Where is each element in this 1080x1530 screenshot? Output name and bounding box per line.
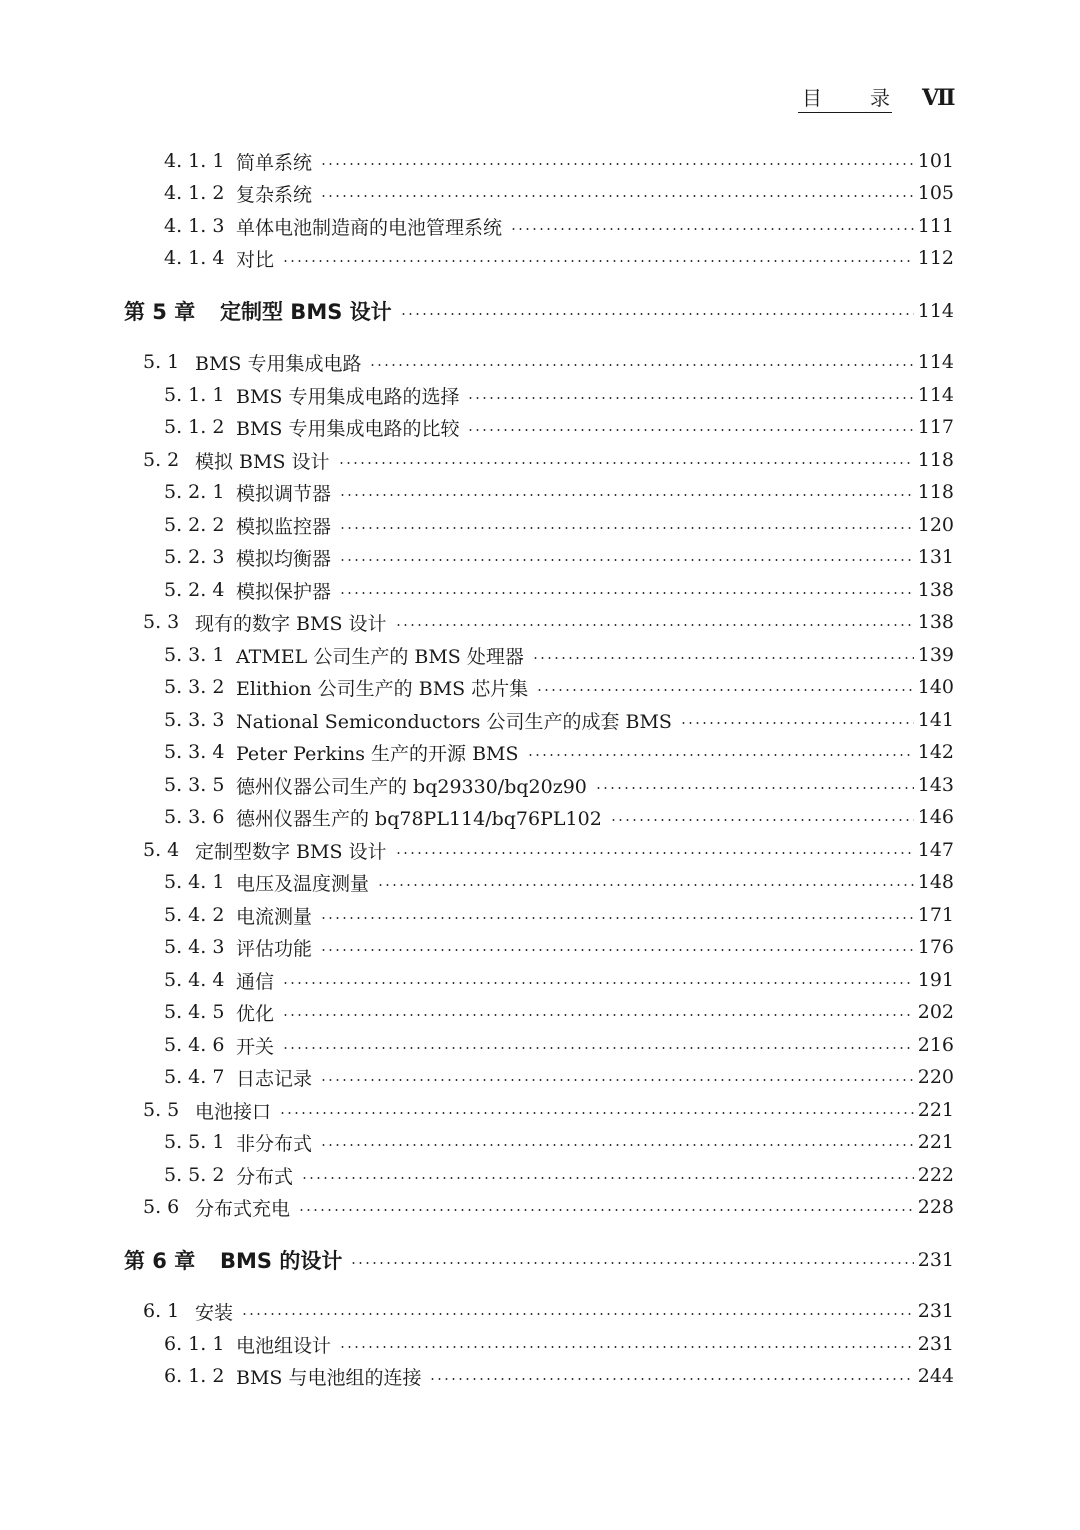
toc-dot-leader xyxy=(595,787,914,789)
toc-page-number: 131 xyxy=(917,546,954,568)
toc-section-row xyxy=(0,347,1080,377)
toc-dot-leader xyxy=(400,313,914,315)
toc-number: 4. 1. 1 xyxy=(164,150,225,172)
toc-subsection-row xyxy=(0,900,1080,930)
toc-subsection-row xyxy=(0,770,1080,800)
toc-dot-leader xyxy=(339,559,914,561)
toc-title: 电压及温度测量 xyxy=(236,872,370,895)
toc-number: 4. 1. 2 xyxy=(164,182,225,204)
toc-page-number: 138 xyxy=(917,579,954,601)
toc-subsection-row xyxy=(0,510,1080,540)
toc-page-number: 231 xyxy=(917,1249,954,1271)
toc-title: 模拟调节器 xyxy=(236,482,332,505)
toc-page-number: 148 xyxy=(917,871,954,893)
toc-dot-leader xyxy=(298,1209,914,1211)
toc-title: 日志记录 xyxy=(236,1067,313,1090)
toc-title: 开关 xyxy=(236,1035,275,1058)
toc-dot-leader xyxy=(339,592,914,594)
toc-number: 5. 4. 5 xyxy=(164,1001,225,1023)
toc-subsection-row xyxy=(0,932,1080,962)
toc-number: 5. 1. 1 xyxy=(164,384,225,406)
toc-page-number: 118 xyxy=(917,449,954,471)
toc-dot-leader xyxy=(338,462,914,464)
toc-page-number: 231 xyxy=(917,1300,954,1322)
toc-title: 模拟 BMS 设计 xyxy=(195,450,330,473)
toc-page-number: 114 xyxy=(917,384,954,406)
toc-number: 5. 2. 2 xyxy=(164,514,225,536)
toc-section-row xyxy=(0,1296,1080,1326)
toc-section-row xyxy=(0,1192,1080,1222)
toc-number: 5. 5. 2 xyxy=(164,1164,225,1186)
toc-dot-leader xyxy=(510,228,914,230)
toc-title: 模拟监控器 xyxy=(236,515,332,538)
toc-number: 4. 1. 3 xyxy=(164,215,225,237)
toc-page-number: 111 xyxy=(917,215,954,237)
toc-number: 5. 2. 1 xyxy=(164,481,225,503)
toc-number: 6. 1. 1 xyxy=(164,1333,225,1355)
toc-dot-leader xyxy=(377,884,914,886)
toc-dot-leader xyxy=(339,494,914,496)
toc-subsection-row xyxy=(0,146,1080,176)
toc-dot-leader xyxy=(301,1177,914,1179)
toc-title: 德州仪器公司生产的 bq29330/bq20z90 xyxy=(236,775,587,798)
toc-subsection-row xyxy=(0,1361,1080,1391)
toc-subsection-row xyxy=(0,640,1080,670)
toc-number: 5. 3. 3 xyxy=(164,709,225,731)
toc-page-number: 120 xyxy=(917,514,954,536)
header-title xyxy=(798,84,892,113)
toc-page-number: 101 xyxy=(917,150,954,172)
toc-page-number: 140 xyxy=(917,676,954,698)
toc-title: 定制型 BMS 设计 xyxy=(220,300,392,324)
toc-number: 5. 3. 1 xyxy=(164,644,225,666)
toc-dot-leader xyxy=(395,624,914,626)
toc-title: 模拟均衡器 xyxy=(236,547,332,570)
toc-subsection-row xyxy=(0,672,1080,702)
toc-dot-leader xyxy=(282,982,914,984)
toc-subsection-row xyxy=(0,243,1080,273)
toc-subsection-row xyxy=(0,965,1080,995)
toc-number: 5. 1. 2 xyxy=(164,416,225,438)
toc-subsection-row xyxy=(0,380,1080,410)
toc-number: 5. 3. 4 xyxy=(164,741,225,763)
toc-subsection-row xyxy=(0,178,1080,208)
toc-title: 电池组设计 xyxy=(236,1334,332,1357)
toc-subsection-row xyxy=(0,542,1080,572)
toc-page-number: 221 xyxy=(917,1131,954,1153)
toc-subsection-row xyxy=(0,867,1080,897)
toc-title: 模拟保护器 xyxy=(236,580,332,603)
toc-subsection-row xyxy=(0,802,1080,832)
toc-title: 安装 xyxy=(195,1301,234,1324)
toc-number: 第 5 章 xyxy=(124,300,196,324)
toc-dot-leader xyxy=(467,397,914,399)
toc-title: 简单系统 xyxy=(236,151,313,174)
toc-subsection-row xyxy=(0,211,1080,241)
toc-subsection-row xyxy=(0,737,1080,767)
toc-number: 5. 4. 4 xyxy=(164,969,225,991)
toc-title: 优化 xyxy=(236,1002,275,1025)
toc-title: ATMEL 公司生产的 BMS 处理器 xyxy=(236,645,524,668)
toc-dot-leader xyxy=(320,949,914,951)
toc-title: BMS 专用集成电路的选择 xyxy=(236,385,460,408)
toc-title: 分布式充电 xyxy=(195,1197,291,1220)
toc-page-number: 191 xyxy=(917,969,954,991)
toc-title: 复杂系统 xyxy=(236,183,313,206)
toc-page-number: 138 xyxy=(917,611,954,633)
toc-number: 6. 1. 2 xyxy=(164,1365,225,1387)
toc-dot-leader xyxy=(527,754,914,756)
toc-page-number: 216 xyxy=(917,1034,954,1056)
toc-section-row xyxy=(0,607,1080,637)
toc-dot-leader xyxy=(429,1378,914,1380)
toc-dot-leader xyxy=(339,527,914,529)
toc-number: 5. 4. 6 xyxy=(164,1034,225,1056)
header-title-char-1: 目 xyxy=(802,86,822,110)
toc-subsection-row xyxy=(0,1329,1080,1359)
toc-number: 5. 4. 2 xyxy=(164,904,225,926)
toc-number: 5. 4. 7 xyxy=(164,1066,225,1088)
toc-title: 电池接口 xyxy=(195,1100,272,1123)
toc-title: 德州仪器生产的 bq78PL114/bq76PL102 xyxy=(236,807,602,830)
toc-title: BMS 的设计 xyxy=(220,1249,343,1273)
toc-title: 对比 xyxy=(236,248,275,271)
toc-page-number: 112 xyxy=(917,247,954,269)
toc-section-row xyxy=(0,835,1080,865)
toc-page-number: 139 xyxy=(917,644,954,666)
toc-page-number: 220 xyxy=(917,1066,954,1088)
toc-dot-leader xyxy=(241,1313,914,1315)
toc-chapter-row xyxy=(0,1245,1080,1275)
toc-page-number: 171 xyxy=(917,904,954,926)
page-number: Ⅶ xyxy=(922,85,955,111)
toc-page-number: 142 xyxy=(917,741,954,763)
toc-number: 第 6 章 xyxy=(124,1249,196,1273)
toc-page-number: 231 xyxy=(917,1333,954,1355)
toc-page-number: 147 xyxy=(917,839,954,861)
toc-subsection-row xyxy=(0,412,1080,442)
toc-subsection-row xyxy=(0,997,1080,1027)
toc-dot-leader xyxy=(282,260,914,262)
toc-title: Elithion 公司生产的 BMS 芯片集 xyxy=(236,677,529,700)
toc-dot-leader xyxy=(369,364,914,366)
toc-title: 非分布式 xyxy=(236,1132,313,1155)
toc-page-number: 141 xyxy=(917,709,954,731)
toc-title: 现有的数字 BMS 设计 xyxy=(195,612,387,635)
toc-page-number: 117 xyxy=(917,416,954,438)
header-title-char-2: 录 xyxy=(870,86,890,110)
toc-page-number: 118 xyxy=(917,481,954,503)
toc-number: 5. 4 xyxy=(143,839,180,861)
toc-page-number: 244 xyxy=(917,1365,954,1387)
toc-subsection-row xyxy=(0,575,1080,605)
toc-dot-leader xyxy=(320,1079,914,1081)
toc-number: 5. 2. 3 xyxy=(164,546,225,568)
toc-number: 5. 3. 2 xyxy=(164,676,225,698)
toc-page-number: 222 xyxy=(917,1164,954,1186)
toc-title: 单体电池制造商的电池管理系统 xyxy=(236,216,503,239)
toc-dot-leader xyxy=(282,1047,914,1049)
toc-subsection-row xyxy=(0,477,1080,507)
toc-number: 5. 1 xyxy=(143,351,180,373)
toc-title: 分布式 xyxy=(236,1165,294,1188)
toc-dot-leader xyxy=(680,722,914,724)
toc-title: 定制型数字 BMS 设计 xyxy=(195,840,387,863)
toc-number: 5. 3. 5 xyxy=(164,774,225,796)
toc-number: 4. 1. 4 xyxy=(164,247,225,269)
toc-number: 6. 1 xyxy=(143,1300,180,1322)
toc-page-number: 146 xyxy=(917,806,954,828)
toc-subsection-row xyxy=(0,1160,1080,1190)
toc-title: 评估功能 xyxy=(236,937,313,960)
toc-dot-leader xyxy=(467,429,914,431)
toc-title: 电流测量 xyxy=(236,905,313,928)
toc-dot-leader xyxy=(610,819,914,821)
toc-subsection-row xyxy=(0,1062,1080,1092)
toc-page-number: 143 xyxy=(917,774,954,796)
toc-subsection-row xyxy=(0,1127,1080,1157)
toc-number: 5. 5 xyxy=(143,1099,180,1121)
toc-dot-leader xyxy=(532,657,914,659)
running-header xyxy=(798,84,955,114)
toc-number: 5. 3 xyxy=(143,611,180,633)
toc-page-number: 202 xyxy=(917,1001,954,1023)
toc-subsection-row xyxy=(0,705,1080,735)
toc-title: BMS 与电池组的连接 xyxy=(236,1366,422,1389)
toc-number: 5. 4. 1 xyxy=(164,871,225,893)
toc-title: Peter Perkins 生产的开源 BMS xyxy=(236,742,519,765)
toc-dot-leader xyxy=(282,1014,914,1016)
toc-title: National Semiconductors 公司生产的成套 BMS xyxy=(236,710,672,733)
toc-dot-leader xyxy=(395,852,914,854)
toc-number: 5. 4. 3 xyxy=(164,936,225,958)
toc-page-number: 114 xyxy=(917,351,954,373)
toc-title: BMS 专用集成电路的比较 xyxy=(236,417,460,440)
toc-dot-leader xyxy=(339,1346,914,1348)
toc-number: 5. 6 xyxy=(143,1196,180,1218)
toc-dot-leader xyxy=(320,1144,914,1146)
toc-subsection-row xyxy=(0,1030,1080,1060)
toc-number: 5. 2 xyxy=(143,449,180,471)
toc-number: 5. 2. 4 xyxy=(164,579,225,601)
toc-title: BMS 专用集成电路 xyxy=(195,352,362,375)
toc-section-row xyxy=(0,1095,1080,1125)
toc-section-row xyxy=(0,445,1080,475)
toc-dot-leader xyxy=(536,689,914,691)
toc-dot-leader xyxy=(320,163,914,165)
toc-title: 通信 xyxy=(236,970,275,993)
toc-page-number: 221 xyxy=(917,1099,954,1121)
toc-page-number: 228 xyxy=(917,1196,954,1218)
toc-number: 5. 5. 1 xyxy=(164,1131,225,1153)
toc-dot-leader xyxy=(320,917,914,919)
toc-page-number: 105 xyxy=(917,182,954,204)
toc-dot-leader xyxy=(350,1262,914,1264)
toc-dot-leader xyxy=(279,1112,914,1114)
toc-dot-leader xyxy=(320,195,914,197)
toc-page-number: 114 xyxy=(917,300,954,322)
toc-chapter-row xyxy=(0,296,1080,326)
toc-number: 5. 3. 6 xyxy=(164,806,225,828)
toc-page-number: 176 xyxy=(917,936,954,958)
